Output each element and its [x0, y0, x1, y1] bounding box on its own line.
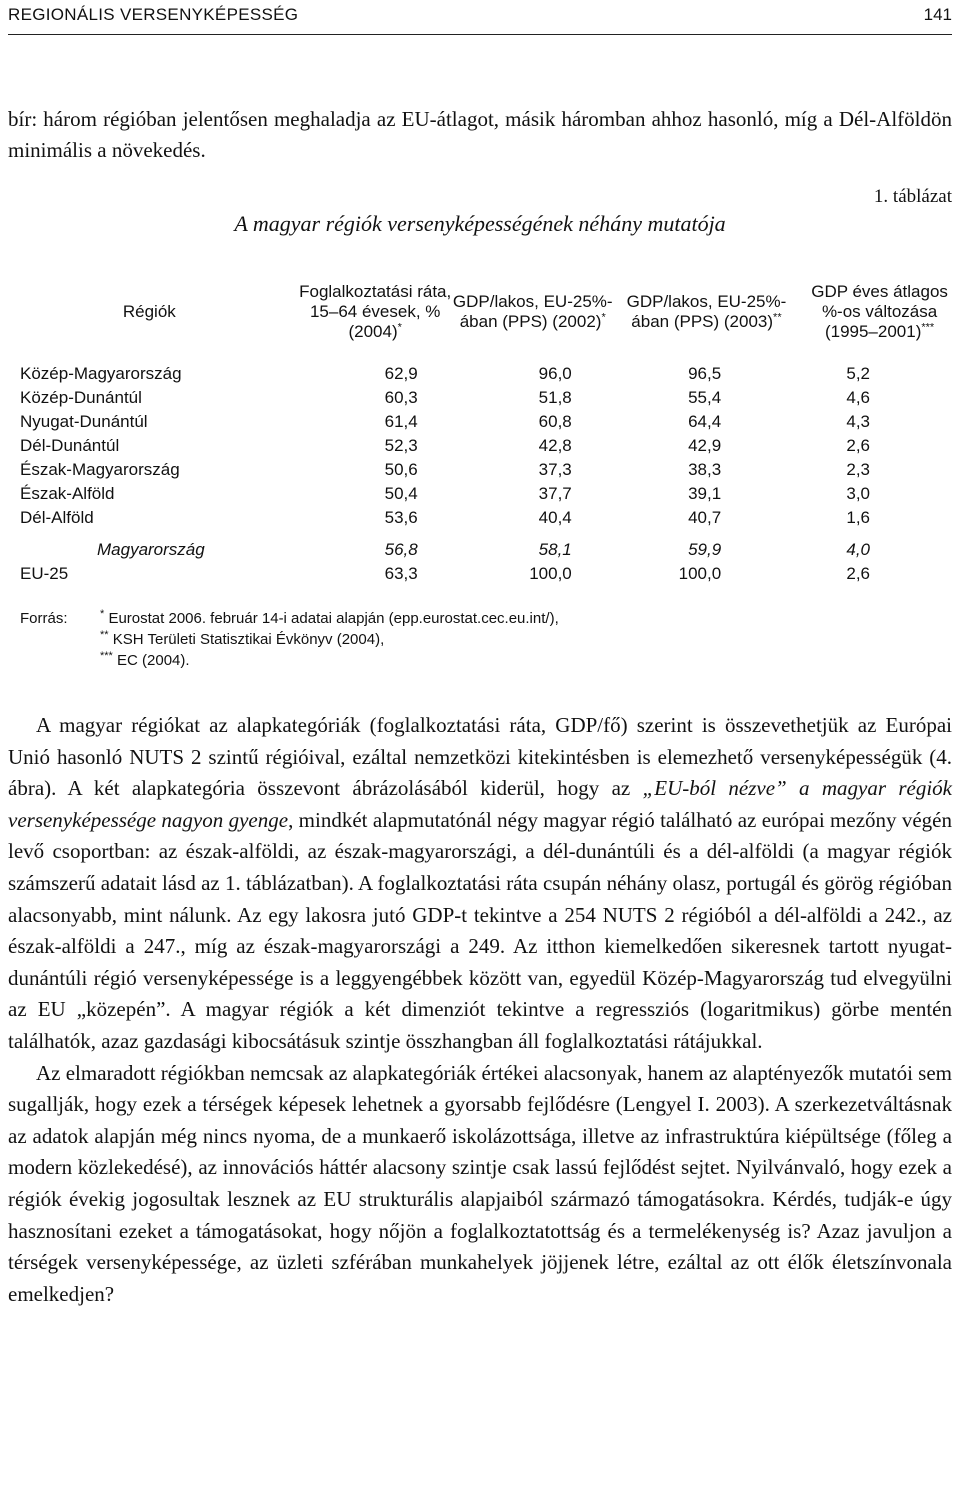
cell-gdp-2002: 96,0 — [538, 364, 572, 383]
cell-gdp-change: 4,0 — [846, 540, 870, 559]
cell-gdp-change: 1,6 — [846, 508, 870, 527]
region-name: Magyarország — [97, 540, 205, 559]
region-name: Észak-Alföld — [20, 484, 115, 503]
page-number: 141 — [923, 5, 952, 24]
header-employment-rate: Foglalkoztatási ráta, 15–64 évesek, % (2004)* — [299, 282, 452, 341]
indicators-table — [0, 262, 960, 586]
region-name: Nyugat-Dunántúl — [20, 412, 148, 431]
cell-gdp-change: 4,3 — [846, 412, 870, 431]
cell-gdp-2002: 37,7 — [538, 484, 572, 503]
cell-gdp-2002: 58,1 — [538, 540, 572, 559]
source-text: KSH Területi Statisztikai Évkönyv (2004), — [112, 631, 385, 648]
source-label: Forrás: — [20, 610, 68, 627]
page-header — [8, 0, 952, 35]
table-row — [0, 362, 960, 386]
source-text: EC (2004). — [117, 652, 190, 669]
cell-gdp-2002: 42,8 — [538, 436, 572, 455]
body-paragraph: Az elmaradott régiókban nemcsak az alapkategóriák értékei alacsonyak, hanem az alaptényezők mutatói sem sugallják, hogy ezek a térségek képesek lehetnek a gyorsabb fejlődésre (Lengyel I. 2003). A szerkezetváltásnak az adatok alapján még nincs nyoma, de a munkaerő iskolázottsága, illetve az infrastruktúra kiépültsége (főleg a modern közlekedésé), az innovációs háttér alacsony szintje csak lassú fejlődést sejtet. Nyilvánvaló, hogy ezek a régiók évekig jogosultak lesznek az EU strukturális alapjaiból származó támogatásokra. Kérdés, tudják-e úgy hasznosítani ezeket a támogatásokat, hogy nőjön a foglalkoztatottság és a termelékenység is? Azaz javuljon a térségek versenyképessége, az üzleti szférában munkahelyek jöjjenek létre, ezáltal az ott élők életszínvonala emelkedjen? — [8, 1060, 953, 1306]
header-gdp-2003: GDP/lakos, EU-25%-ában (PPS) (2003)** — [626, 292, 787, 331]
cell-gdp-2003: 100,0 — [678, 564, 722, 583]
table-header-row — [0, 262, 960, 362]
header-gdp-change: GDP éves átlagos %-os változása (1995–2001)*** — [811, 282, 948, 341]
cell-employment: 50,6 — [384, 460, 418, 479]
source-line: Forrás: * Eurostat 2006. február 14-i adatai alapján (epp.eurostat.cec.eu.int/), — [20, 608, 559, 627]
region-name: Észak-Magyarország — [20, 460, 180, 479]
cell-gdp-change: 2,6 — [846, 436, 870, 455]
region-name: Közép-Dunántúl — [20, 388, 142, 407]
table-body — [0, 362, 960, 586]
table-number-label: 1. táblázat — [873, 186, 952, 207]
cell-gdp-change: 5,2 — [846, 364, 870, 383]
table-row — [0, 434, 960, 458]
source-line: ** KSH Területi Statisztikai Évkönyv (2004), — [100, 629, 385, 648]
cell-employment: 61,4 — [384, 412, 418, 431]
cell-gdp-2003: 96,5 — [688, 364, 722, 383]
cell-employment: 52,3 — [384, 436, 418, 455]
cell-gdp-2003: 39,1 — [688, 484, 722, 503]
cell-gdp-2002: 40,4 — [538, 508, 572, 527]
region-name: Dél-Alföld — [20, 508, 94, 527]
table-row — [0, 410, 960, 434]
cell-gdp-change: 2,3 — [846, 460, 870, 479]
cell-gdp-change: 2,6 — [846, 564, 870, 583]
table-row-eu25 — [0, 562, 960, 586]
table-row-hungary — [0, 530, 960, 562]
table-row — [0, 482, 960, 506]
cell-gdp-2003: 40,7 — [688, 508, 722, 527]
source-line: *** EC (2004). — [100, 650, 190, 669]
region-name: EU-25 — [20, 564, 69, 583]
cell-employment: 50,4 — [384, 484, 418, 503]
table-sources — [20, 608, 559, 671]
table-row — [0, 386, 960, 410]
body-paragraph: A magyar régiókat az alapkategóriák (foglalkoztatási ráta, GDP/fő) szerint is összevethetjük az Európai Unió hasonló NUTS 2 szintű régióival, ezáltal nemzetközi kitekintésben is elemezhető versenyképességük (4. ábra). A két alapkategória összevont ábrázolásából kiderül, hogy az „EU-ból nézve” a magyar régiók versenyképessége nagyon gyenge, mindkét alapmutatónál négy magyar régió található az európai mezőny végén levő csoportban: az észak-alföldi, az észak-magyarországi, a dél-dunántúli és a dél-alföldi (a magyar régiók számszerű adatait lásd az 1. táblázatban). A foglalkoztatási ráta csupán néhány olasz, portugál és görög régióban alacsonyabb, mint nálunk. Az egy lakosra jutó GDP-t tekintve a 254 NUTS 2 régióból a dél-alföldi a 242., az észak-alföldi a 247., míg az észak-magyarországi a 249. Az itthon kiemelkedően sikeresnek tartott nyugat-dunántúli régió versenyképessége is a leggyengébbek között van, egyedül Közép-Magyarország tud elvegyülni az EU „közepén”. A magyar régiók a két dimenziót tekintve a regressziós (logaritmikus) görbe mentén találhatók, azaz gazdasági kibocsátásuk szintje összhangban áll foglalkoztatási rátájukkal. — [8, 713, 952, 1053]
intro-paragraph: bír: három régióban jelentősen meghaladja az EU-átlagot, másik háromban ahhoz hasonló, míg a Dél-Alföldön minimális a növekedés. — [8, 107, 952, 162]
cell-gdp-change: 3,0 — [846, 484, 870, 503]
cell-employment: 63,3 — [384, 564, 418, 583]
cell-gdp-2003: 59,9 — [688, 540, 722, 559]
header-gdp-2002: GDP/lakos, EU-25%-ában (PPS) (2002)* — [452, 292, 613, 331]
header-region: Régiók — [122, 302, 176, 321]
cell-gdp-2002: 51,8 — [538, 388, 572, 407]
cell-gdp-2003: 42,9 — [688, 436, 722, 455]
table-row — [0, 506, 960, 530]
cell-gdp-2002: 60,8 — [538, 412, 572, 431]
cell-gdp-2002: 37,3 — [538, 460, 572, 479]
cell-gdp-change: 4,6 — [846, 388, 870, 407]
region-name: Közép-Magyarország — [20, 364, 182, 383]
region-name: Dél-Dunántúl — [20, 436, 120, 455]
table-title: A magyar régiók versenyképességének néhány mutatója — [234, 211, 726, 236]
source-text: Eurostat 2006. február 14-i adatai alapján (epp.eurostat.cec.eu.int/), — [108, 610, 559, 627]
cell-gdp-2002: 100,0 — [529, 564, 572, 583]
cell-employment: 53,6 — [384, 508, 418, 527]
cell-gdp-2003: 55,4 — [688, 388, 722, 407]
cell-employment: 60,3 — [384, 388, 418, 407]
table-row — [0, 458, 960, 482]
running-title: REGIONÁLIS VERSENYKÉPESSÉG — [8, 5, 299, 24]
cell-gdp-2003: 38,3 — [688, 460, 722, 479]
cell-employment: 62,9 — [384, 364, 418, 383]
cell-gdp-2003: 64,4 — [688, 412, 722, 431]
body-text — [8, 710, 952, 1310]
cell-employment: 56,8 — [384, 540, 418, 559]
